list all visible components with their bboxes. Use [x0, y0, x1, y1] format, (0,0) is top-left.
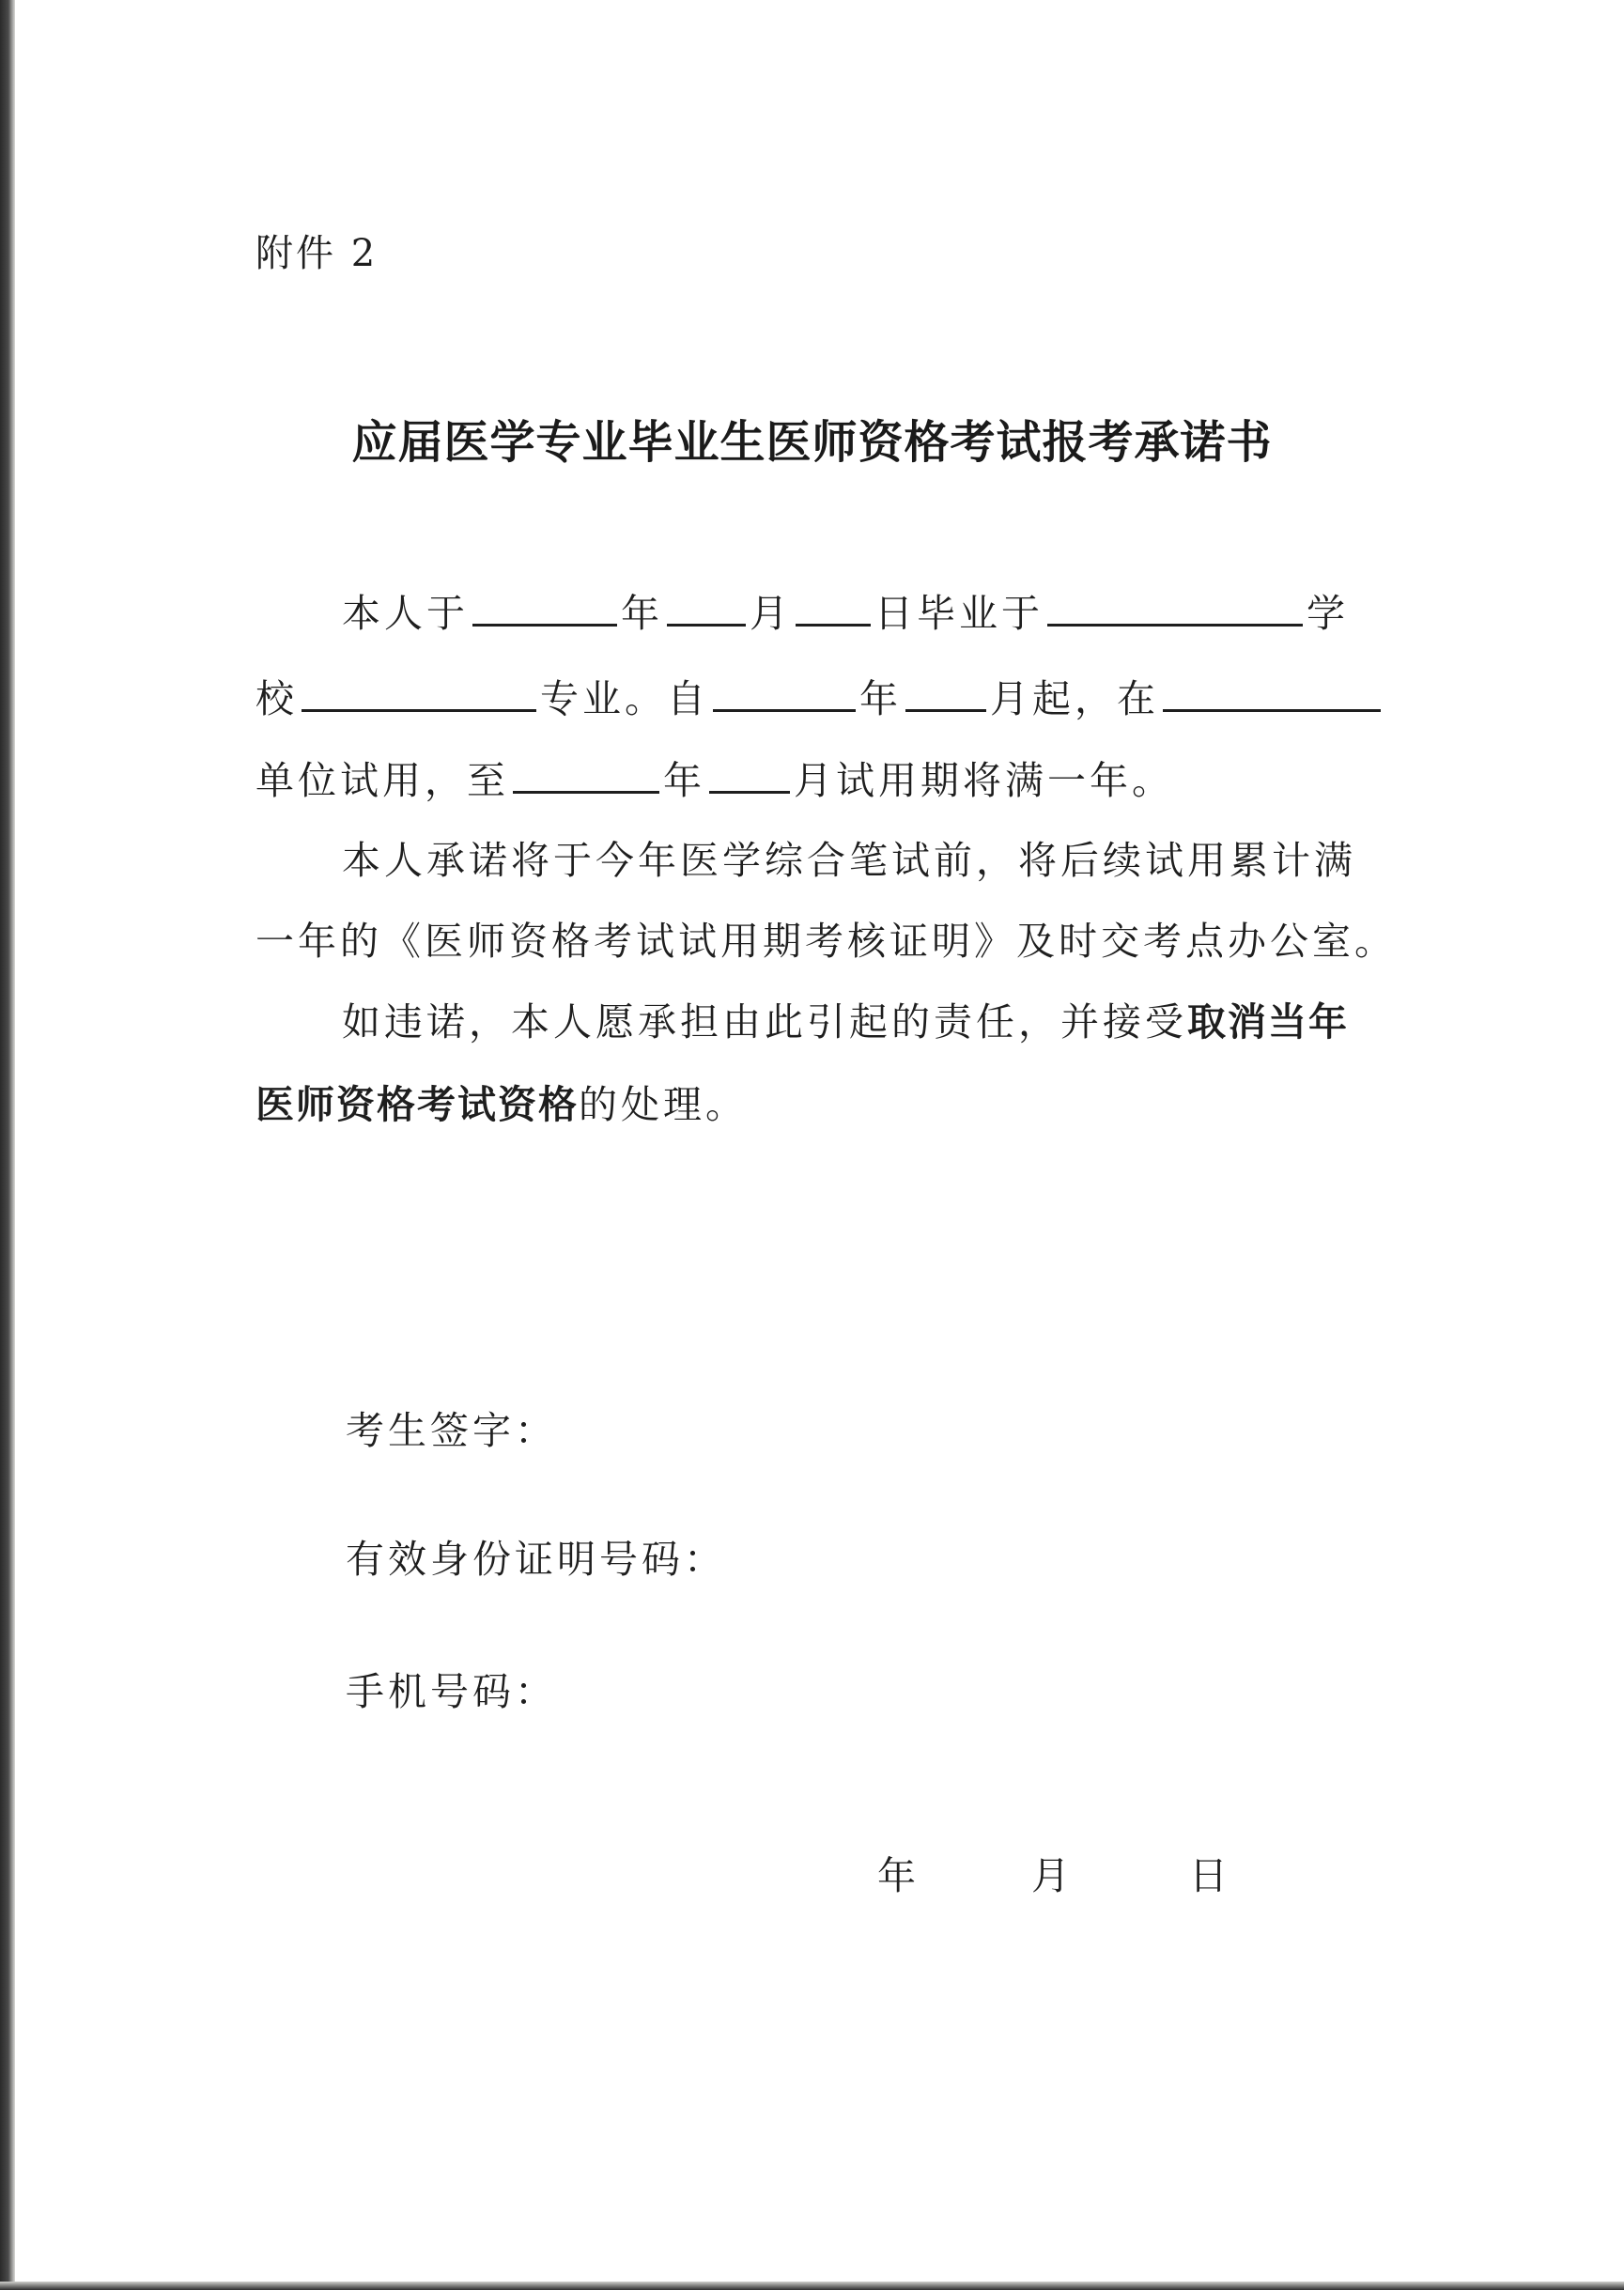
scan-bottom-edge [0, 2282, 1624, 2290]
para1-text: 专业。自 [540, 676, 709, 721]
para3-text: 的处理。 [579, 1082, 748, 1127]
para2-text: 一年的《医师资格考试试用期考核证明》及时交考点办公室。 [255, 919, 1397, 964]
para1-text: 学 [1307, 591, 1349, 636]
trial-end-year-blank[interactable] [513, 759, 659, 794]
trial-start-month-blank[interactable] [905, 677, 986, 712]
school-blank[interactable] [1047, 592, 1303, 627]
para1-text: 年 [621, 591, 663, 636]
para1-text: 月 [750, 591, 792, 636]
para3-text: 如违诺，本人愿承担由此引起的责任，并接受 [342, 999, 1187, 1044]
para1-text: 月起，在 [990, 676, 1159, 721]
signature-label: 考生签字： [346, 1408, 557, 1453]
grad-day-blank[interactable] [796, 592, 871, 627]
para1-text: 年 [859, 676, 902, 721]
date-year-label: 年 [877, 1853, 916, 1898]
para3-bold-text: 医师资格考试资格 [255, 1082, 579, 1127]
para1-line3 [255, 756, 1174, 805]
para3-bold-text: 取消当年 [1187, 999, 1349, 1044]
grad-year-blank[interactable] [472, 592, 617, 627]
id-number-label: 有效身份证明号码： [346, 1537, 726, 1582]
para1-text: 校 [255, 676, 298, 721]
para1-text: 月试用期将满一年。 [794, 758, 1174, 803]
trial-end-month-blank[interactable] [709, 759, 790, 794]
document-title: 应届医学专业毕业生医师资格考试报考承诺书 [351, 416, 1273, 469]
trial-start-year-blank[interactable] [713, 677, 856, 712]
para3-line2 [255, 1080, 748, 1129]
major-blank[interactable] [302, 677, 536, 712]
para2-text: 本人承诺将于今年医学综合笔试前，将后续试用累计满 [342, 838, 1356, 883]
para1-text: 日毕业于 [874, 591, 1044, 636]
para2-line2 [255, 917, 1397, 966]
scan-left-edge [0, 0, 15, 2290]
trial-unit-blank[interactable] [1163, 677, 1381, 712]
grad-month-blank[interactable] [667, 592, 746, 627]
document-page [15, 0, 1624, 2282]
phone-label: 手机号码： [346, 1669, 557, 1714]
para3-line1 [342, 998, 1349, 1046]
date-day-label: 日 [1189, 1853, 1228, 1898]
attachment-label: 附件 2 [255, 232, 379, 275]
para1-line2 [255, 674, 1384, 723]
para2-line1 [342, 836, 1356, 885]
para1-text: 年 [663, 758, 705, 803]
date-month-label: 月 [1031, 1853, 1070, 1898]
para1-text: 本人于 [342, 591, 469, 636]
para1-line1 [342, 589, 1349, 638]
para1-text: 单位试用，至 [255, 758, 509, 803]
